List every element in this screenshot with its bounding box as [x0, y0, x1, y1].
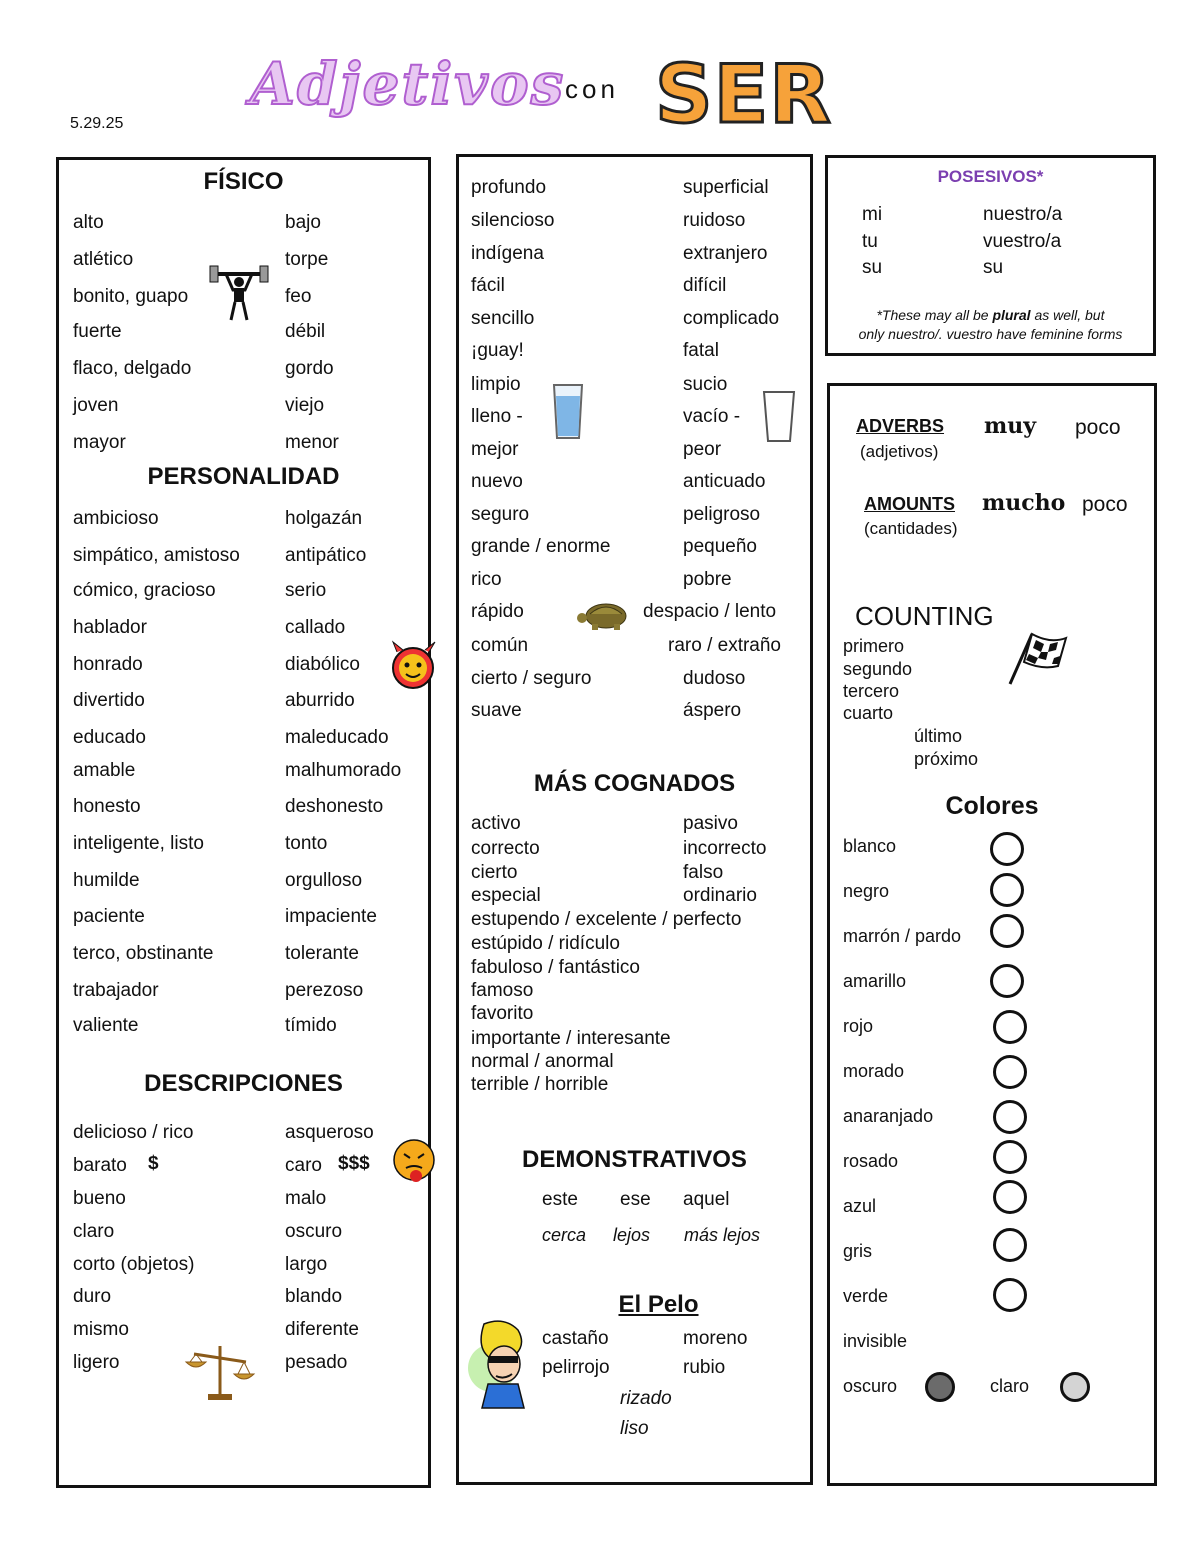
color-swatch-circle	[990, 873, 1024, 907]
descripcion-word-right: caro	[285, 1155, 322, 1176]
col2-word-left: nuevo	[471, 471, 523, 492]
column-fisico-personalidad	[56, 157, 431, 1488]
demonstrative-este: este	[542, 1189, 578, 1210]
cognado-line: estupendo / excelente / perfecto	[471, 909, 742, 930]
cognado-line: fabuloso / fantástico	[471, 957, 640, 978]
cognado-word-left: correcto	[471, 838, 540, 859]
descripcion-word-left: mismo	[73, 1319, 129, 1340]
color-name: amarillo	[843, 971, 907, 991]
posesivo-word-left: su	[862, 257, 883, 278]
col2-word-right: complicado	[683, 308, 780, 329]
descripcion-word-right: asqueroso	[285, 1122, 374, 1143]
blonde-person-icon	[466, 1318, 540, 1410]
heading-descripciones: DESCRIPCIONES	[144, 1070, 343, 1097]
light-swatch	[1060, 1372, 1090, 1402]
col2-word-right: extranjero	[683, 243, 768, 264]
personalidad-word-right: aburrido	[285, 690, 355, 711]
descripcion-word-left: corto (objetos)	[73, 1254, 195, 1275]
descripcion-word-right: oscuro	[285, 1221, 343, 1242]
counting-item: segundo	[843, 659, 913, 679]
personalidad-word-right: maleducado	[285, 727, 389, 748]
color-name: invisible	[843, 1331, 908, 1351]
col2-word-left: suave	[471, 700, 522, 721]
descripcion-word-right: pesado	[285, 1352, 348, 1373]
col2-word-left: ¡guay!	[471, 340, 524, 361]
col2-word-right: áspero	[683, 700, 742, 721]
color-swatch-circle	[993, 1100, 1027, 1134]
descripcion-word-right: malo	[285, 1188, 327, 1209]
date: 5.29.25	[70, 115, 124, 132]
fisico-word-right: feo	[285, 286, 312, 307]
descripcion-word-left: bueno	[73, 1188, 126, 1209]
fisico-word-left: joven	[73, 395, 119, 416]
counting-indented-item: último	[914, 726, 963, 746]
fisico-word-left: bonito, guapo	[73, 286, 189, 307]
adverbs-weak: poco	[1075, 416, 1121, 439]
posesivo-word-right: vuestro/a	[983, 231, 1062, 252]
col2-word-right: dudoso	[683, 668, 746, 689]
color-oscuro: oscuro	[843, 1376, 898, 1396]
col2-word-right: anticuado	[683, 471, 766, 492]
col2-word-left: seguro	[471, 504, 530, 525]
distance-mas-lejos: más lejos	[684, 1225, 761, 1245]
personalidad-word-left: amable	[73, 760, 136, 781]
personalidad-word-left: honrado	[73, 654, 143, 675]
fisico-word-right: torpe	[285, 249, 329, 270]
disgusted-face-icon	[392, 1138, 438, 1188]
descripcion-word-left: delicioso / rico	[73, 1122, 194, 1143]
posesivo-word-left: mi	[862, 204, 883, 225]
col2-word-right: despacio / lento	[643, 601, 777, 622]
pelo-pelirrojo: pelirrojo	[542, 1357, 610, 1378]
pelo-rubio: rubio	[683, 1357, 726, 1378]
color-swatch-circle	[993, 1010, 1027, 1044]
col2-word-right: difícil	[683, 275, 727, 296]
cognado-word-right: pasivo	[683, 813, 738, 834]
checkered-flag-icon	[1006, 630, 1070, 686]
dark-swatch	[925, 1372, 955, 1402]
pelo-rizado: rizado	[620, 1388, 672, 1409]
pelo-moreno: moreno	[683, 1328, 748, 1349]
cognado-word-left: especial	[471, 885, 541, 906]
posesivos-note: *These may all be plural as well, but only nuestro/. vuestro have feminine forms	[858, 307, 1123, 342]
heading-demostrativos: DEMONSTRATIVOS	[522, 1146, 747, 1173]
personalidad-word-right: callado	[285, 617, 346, 638]
col2-word-left: mejor	[471, 439, 519, 460]
fisico-word-right: viejo	[285, 395, 325, 416]
color-swatch-circle	[993, 1228, 1027, 1262]
personalidad-word-right: diabólico	[285, 654, 360, 675]
pelo-castano: castaño	[542, 1328, 609, 1349]
col2-word-left: sencillo	[471, 308, 535, 329]
devil-icon	[385, 640, 445, 692]
personalidad-word-right: serio	[285, 580, 327, 601]
heading-fisico: FÍSICO	[203, 168, 284, 195]
personalidad-word-right: orgulloso	[285, 870, 363, 891]
col2-word-right: peor	[683, 439, 722, 460]
col2-word-left: común	[471, 635, 529, 656]
cognado-word-right: incorrecto	[683, 838, 767, 859]
col2-word-left: limpio	[471, 374, 521, 395]
cheap-symbol: $	[148, 1153, 159, 1174]
fisico-word-left: mayor	[73, 432, 126, 453]
col2-word-right: superficial	[683, 177, 769, 198]
color-swatch-circle	[993, 1278, 1027, 1312]
personalidad-word-right: holgazán	[285, 508, 363, 529]
personalidad-word-left: hablador	[73, 617, 147, 638]
cognado-line: terrible / horrible	[471, 1074, 609, 1095]
personalidad-word-left: honesto	[73, 796, 141, 817]
personalidad-word-left: cómico, gracioso	[73, 580, 216, 601]
color-claro: claro	[990, 1376, 1030, 1396]
personalidad-word-left: inteligente, listo	[73, 833, 204, 854]
personalidad-word-left: valiente	[73, 1015, 139, 1036]
adverbs-sub: (adjetivos)	[860, 442, 939, 461]
color-name: negro	[843, 881, 890, 901]
descripcion-word-left: barato	[73, 1155, 127, 1176]
descripcion-word-right: diferente	[285, 1319, 359, 1340]
amounts-strong: mucho	[982, 490, 1066, 516]
cognado-line: favorito	[471, 1003, 534, 1024]
col2-word-left: cierto / seguro	[471, 668, 592, 689]
expensive-symbol: $$$	[338, 1153, 370, 1174]
color-name: gris	[843, 1241, 873, 1261]
personalidad-word-left: simpático, amistoso	[73, 545, 240, 566]
weightlifter-icon	[208, 262, 270, 324]
title-ser: SER	[655, 48, 832, 141]
turtle-icon	[576, 598, 634, 632]
personalidad-word-left: trabajador	[73, 980, 159, 1001]
adverbs-strong: muy	[984, 413, 1037, 439]
fisico-word-left: fuerte	[73, 321, 122, 342]
col2-word-right: raro / extraño	[668, 635, 781, 656]
color-name: morado	[843, 1061, 905, 1081]
descripcion-word-right: blando	[285, 1286, 343, 1307]
color-name: blanco	[843, 836, 897, 856]
heading-personalidad: PERSONALIDAD	[147, 463, 340, 490]
fisico-word-left: atlético	[73, 249, 134, 270]
heading-posesivos: POSESIVOS*	[937, 167, 1044, 186]
heading-mas-cognados: MÁS COGNADOS	[533, 770, 736, 797]
full-glass-icon	[551, 382, 585, 442]
descripcion-word-left: claro	[73, 1221, 115, 1242]
amounts-weak: poco	[1082, 493, 1128, 516]
fisico-word-right: bajo	[285, 212, 321, 233]
personalidad-word-left: divertido	[73, 690, 145, 711]
title-adjetivos: Adjetivos	[250, 50, 566, 118]
empty-glass-icon	[761, 389, 797, 445]
col2-word-left: rápido	[471, 601, 524, 622]
col2-word-left: fácil	[471, 275, 505, 296]
personalidad-word-left: paciente	[73, 906, 145, 927]
distance-cerca: cerca	[542, 1225, 587, 1245]
color-swatch-circle	[990, 914, 1024, 948]
personalidad-word-right: tolerante	[285, 943, 359, 964]
col2-word-left: rico	[471, 569, 502, 590]
amounts-sub: (cantidades)	[864, 519, 958, 538]
col2-word-right: peligroso	[683, 504, 761, 525]
fisico-word-left: flaco, delgado	[73, 358, 192, 379]
color-name: anaranjado	[843, 1106, 934, 1126]
cognado-word-right: falso	[683, 862, 724, 883]
heading-el-pelo: El Pelo	[618, 1291, 699, 1318]
posesivo-word-right: su	[983, 257, 1004, 278]
descripcion-word-left: duro	[73, 1286, 112, 1307]
personalidad-word-left: terco, obstinante	[73, 943, 214, 964]
col2-word-right: pequeño	[683, 536, 757, 557]
color-swatch-circle	[993, 1055, 1027, 1089]
col2-word-right: ruidoso	[683, 210, 746, 231]
demonstrative-aquel: aquel	[683, 1189, 730, 1210]
descripcion-word-right: largo	[285, 1254, 328, 1275]
personalidad-word-left: ambicioso	[73, 508, 159, 529]
cognado-line: estúpido / ridículo	[471, 933, 620, 954]
color-swatch-circle	[990, 964, 1024, 998]
fisico-word-right: gordo	[285, 358, 334, 379]
counting-item: cuarto	[843, 703, 894, 723]
pelo-liso: liso	[620, 1418, 649, 1439]
posesivo-word-left: tu	[862, 231, 878, 252]
color-name: marrón / pardo	[843, 926, 962, 946]
fisico-word-right: menor	[285, 432, 339, 453]
personalidad-word-left: humilde	[73, 870, 140, 891]
cognado-line: importante / interesante	[471, 1028, 671, 1049]
cognado-line: normal / anormal	[471, 1051, 614, 1072]
color-name: azul	[843, 1196, 877, 1216]
col2-word-right: fatal	[683, 340, 719, 361]
col2-word-left: grande / enorme	[471, 536, 611, 557]
heading-counting: COUNTING	[855, 601, 994, 631]
color-swatch-circle	[993, 1140, 1027, 1174]
col2-word-left: indígena	[471, 243, 544, 264]
col2-word-left: silencioso	[471, 210, 555, 231]
cognado-line: famoso	[471, 980, 534, 1001]
personalidad-word-right: deshonesto	[285, 796, 384, 817]
personalidad-word-right: impaciente	[285, 906, 377, 927]
heading-colores: Colores	[945, 792, 1039, 820]
col2-word-left: lleno -	[471, 406, 523, 427]
color-name: rosado	[843, 1151, 899, 1171]
color-name: rojo	[843, 1016, 874, 1036]
fisico-word-left: alto	[73, 212, 104, 233]
counting-item: tercero	[843, 681, 900, 701]
color-name: verde	[843, 1286, 889, 1306]
color-swatch-circle	[990, 832, 1024, 866]
col2-word-left: profundo	[471, 177, 547, 198]
personalidad-word-right: tímido	[285, 1015, 337, 1036]
amounts-label: AMOUNTS	[864, 494, 955, 514]
demonstrative-ese: ese	[620, 1189, 651, 1210]
col2-word-right: pobre	[683, 569, 732, 590]
adverbs-label: ADVERBS	[856, 416, 945, 436]
cognado-word-right: ordinario	[683, 885, 757, 906]
personalidad-word-right: antipático	[285, 545, 367, 566]
col2-word-right: sucio	[683, 374, 728, 395]
fisico-word-right: débil	[285, 321, 326, 342]
personalidad-word-left: educado	[73, 727, 146, 748]
posesivo-word-right: nuestro/a	[983, 204, 1063, 225]
title-con: con	[565, 74, 619, 104]
personalidad-word-right: perezoso	[285, 980, 364, 1001]
personalidad-word-right: tonto	[285, 833, 328, 854]
scale-icon	[184, 1340, 256, 1404]
distance-lejos: lejos	[613, 1225, 651, 1245]
col2-word-right: vacío -	[683, 406, 741, 427]
descripcion-word-left: ligero	[73, 1352, 120, 1373]
personalidad-word-right: malhumorado	[285, 760, 402, 781]
counting-item: primero	[843, 636, 905, 656]
cognado-word-left: activo	[471, 813, 521, 834]
counting-indented-item: próximo	[914, 749, 979, 769]
cognado-word-left: cierto	[471, 862, 518, 883]
color-swatch-circle	[993, 1180, 1027, 1214]
